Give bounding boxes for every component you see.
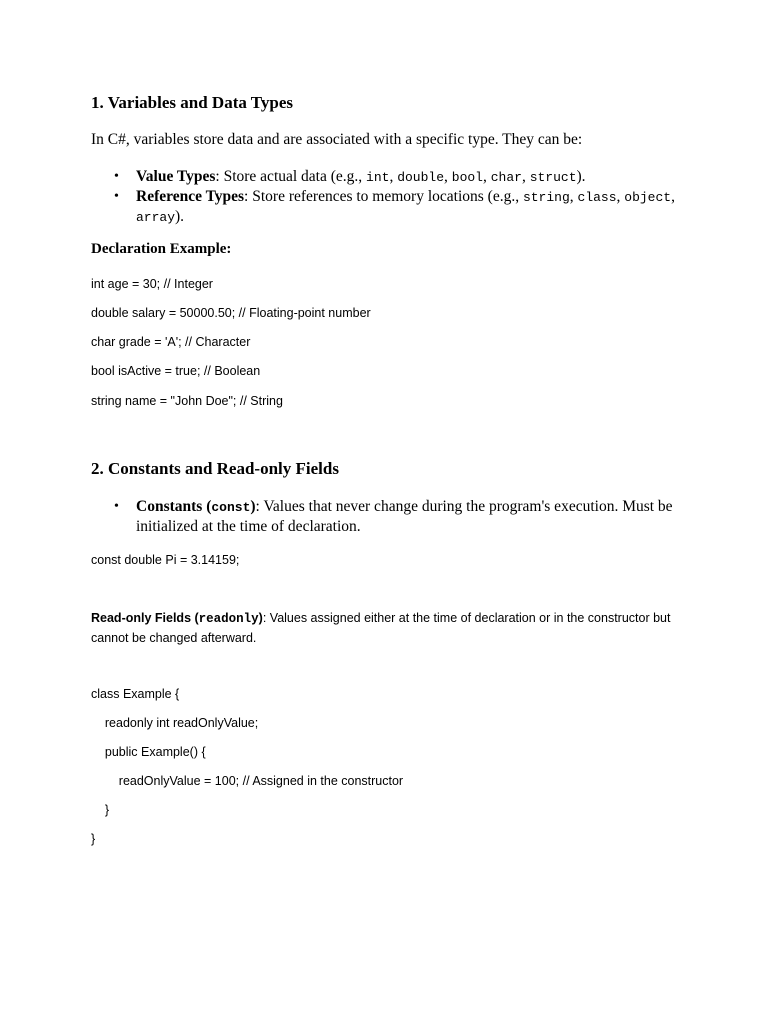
inline-code: double [397,170,445,185]
code-line: string name = "John Doe"; // String [91,394,283,408]
readonly-text: : Values assigned either at the time of declaration or in the constructor but cannot be changed afterward. [91,611,671,645]
inline-code: readonly [198,612,259,626]
readonly-term-end: ) [258,611,263,625]
code-line: int age = 30; // Integer [91,277,213,291]
bullet-term-end: ) [250,498,256,515]
bullet-text: : Values that never change during the program's execution. Must be initialized at the time of declaration. [136,498,673,535]
inline-code: char [490,170,522,185]
bullet-term: Constants ( [136,498,212,515]
code-line: const double Pi = 3.14159; [91,553,240,567]
inline-code: bool [451,170,483,185]
constants-list [91,497,681,536]
code-line: class Example { [91,687,180,701]
code-line: bool isActive = true; // Boolean [91,364,261,378]
bullet-text: : Store actual data (e.g., [215,168,367,185]
bullet-tail: ). [576,168,586,185]
list-item [91,497,681,536]
bullet-icon: • [114,169,119,184]
code-line: char grade = 'A'; // Character [91,335,251,349]
bullet-icon: • [114,189,119,204]
code-line: readOnlyValue = 100; // Assigned in the constructor [91,774,404,788]
list-item: • Value Types: Store actual data (e.g., int, double, bool, char, struct). [114,168,586,185]
code-line: } [91,832,96,846]
bullet-term: Value Types [136,168,216,185]
bullet-tail: ). [175,208,185,225]
inline-code: object [624,190,672,205]
list-item: • Reference Types: Store references to memory locations (e.g., string, class, object, array). [114,188,675,225]
bullet-term: Reference Types [136,188,245,205]
inline-code: class [577,190,617,205]
inline-code: struct [529,170,577,185]
readonly-paragraph [91,609,691,648]
bullet-text: : Store references to memory locations (e.g., [244,188,523,205]
code-line: public Example() { [91,745,206,759]
type-list [91,167,681,227]
code-line: double salary = 50000.50; // Floating-point number [91,306,371,320]
section-heading: 1. Variables and Data Types [91,93,293,112]
intro-paragraph: In C#, variables store data and are associated with a specific type. They can be: [91,131,583,148]
inline-code: const [211,500,251,515]
inline-code: string [522,190,570,205]
example-heading: Declaration Example: [91,241,232,257]
inline-code: array [136,210,176,225]
section-heading: 2. Constants and Read-only Fields [91,459,339,478]
readonly-term: Read-only Fields ( [91,611,199,625]
inline-code: int [366,170,390,185]
code-line: } [91,803,110,817]
bullet-icon: • [114,499,119,514]
code-line: readonly int readOnlyValue; [91,716,259,730]
